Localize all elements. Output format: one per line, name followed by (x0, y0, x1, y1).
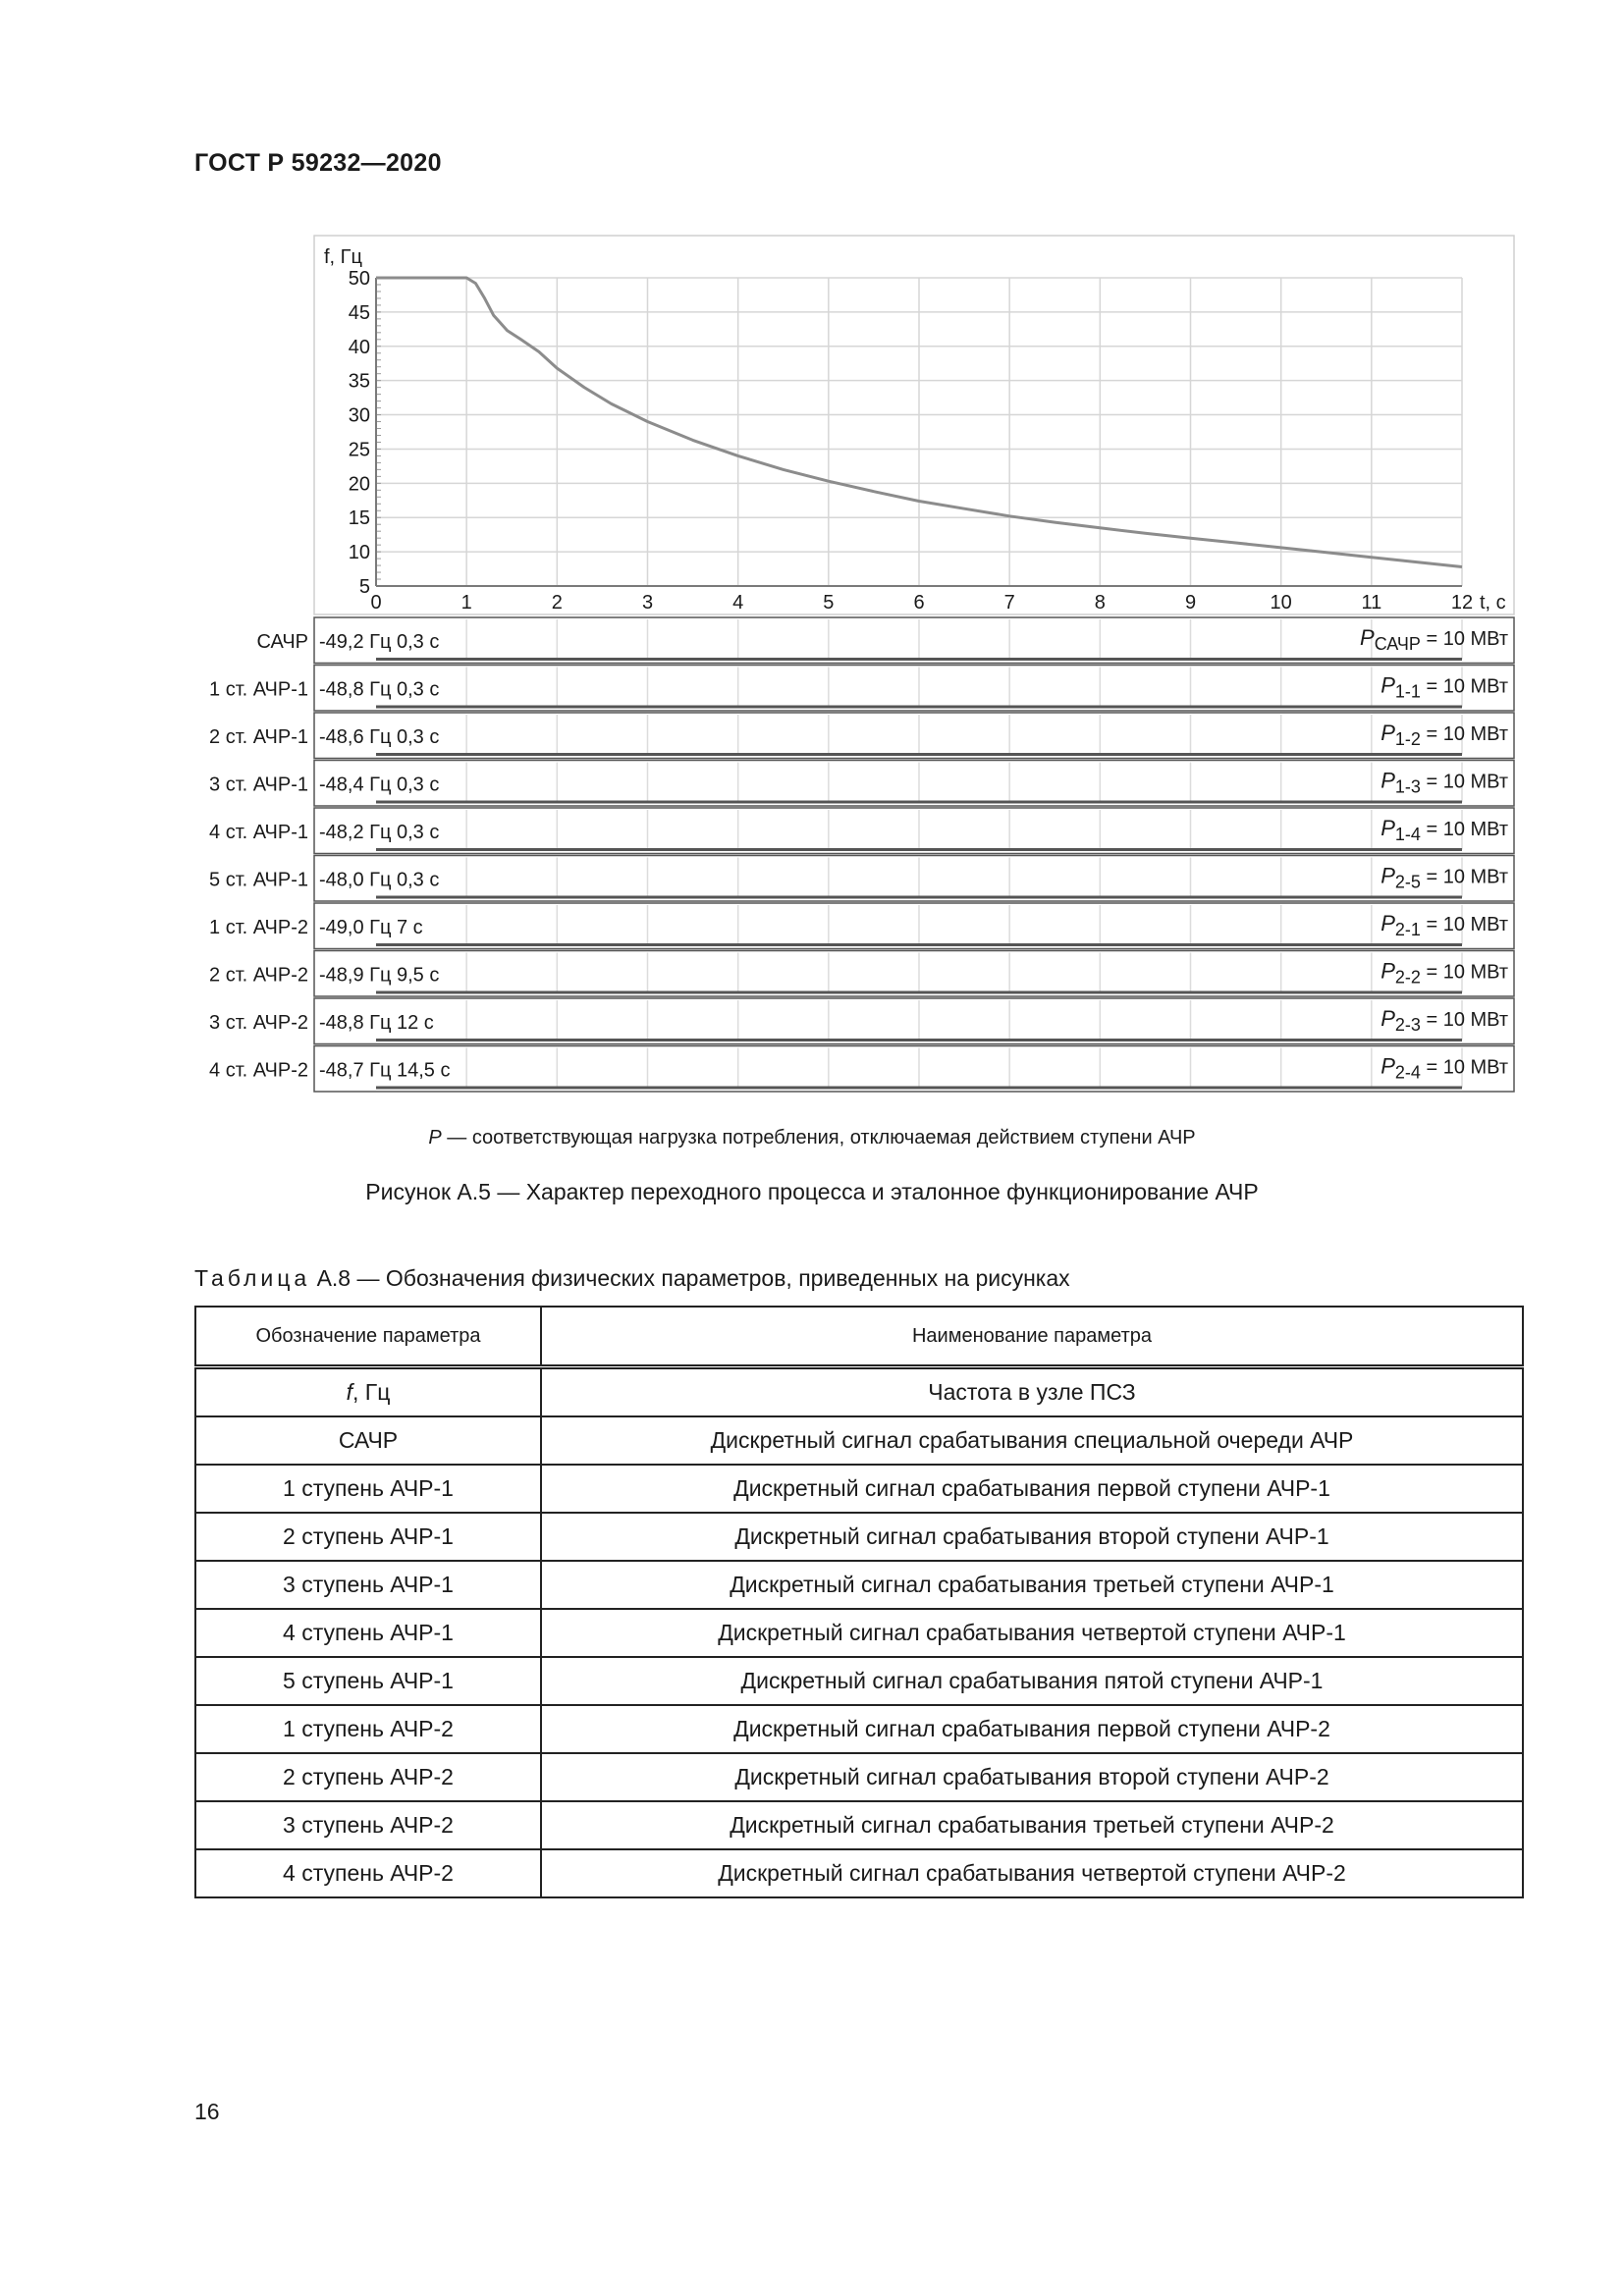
load-symbol: P (1380, 1006, 1395, 1031)
x-axis-label: t, с (1480, 592, 1506, 614)
y-tick-label: 15 (348, 507, 370, 530)
load-symbol: P (1380, 863, 1395, 888)
x-tick-label: 10 (1270, 592, 1292, 614)
step-load-label (1380, 673, 1508, 702)
load-subscript: 1-4 (1394, 825, 1421, 845)
step-row-frame (314, 903, 1514, 949)
x-tick-label: 9 (1184, 592, 1197, 614)
x-tick-label: 7 (1003, 592, 1015, 614)
parameter-symbol-text: САЧР (338, 1427, 399, 1453)
parameter-symbol (195, 1367, 541, 1417)
parameter-name: Дискретный сигнал срабатывания второй ступени АЧР-1 (541, 1513, 1523, 1561)
table-row (195, 1513, 1523, 1561)
figure-legend (0, 1127, 1624, 1149)
step-name: 1 ст. АЧР-2 (209, 917, 308, 938)
step-name: 1 ст. АЧР-1 (209, 678, 308, 701)
step-name: 3 ст. АЧР-2 (209, 1012, 308, 1034)
figure-caption: Рисунок А.5 — Характер переходного процесса и эталонное функционирование АЧР (365, 1179, 1259, 1204)
load-value: = 10 МВт (1420, 961, 1508, 984)
step-setting: -49,0 Гц 7 с (319, 917, 423, 938)
load-value: = 10 МВт (1420, 675, 1508, 698)
load-value: = 10 МВт (1420, 723, 1508, 745)
y-tick-label: 10 (348, 542, 370, 564)
step-setting: -48,6 Гц 0,3 с (319, 726, 440, 748)
parameter-symbol (195, 1849, 541, 1897)
x-tick-label: 5 (823, 592, 835, 614)
parameter-symbol (195, 1465, 541, 1513)
step-name: САЧР (256, 631, 308, 653)
step-name: 2 ст. АЧР-1 (209, 726, 308, 748)
load-symbol: P (1380, 958, 1395, 984)
column-header-symbol: Обозначение параметра (195, 1307, 541, 1367)
step-setting: -48,4 Гц 0,3 с (319, 774, 440, 796)
step-setting: -48,8 Гц 0,3 с (319, 678, 440, 701)
parameter-name: Дискретный сигнал срабатывания первой ступени АЧР-2 (541, 1705, 1523, 1753)
table-header-row (195, 1307, 1523, 1367)
x-tick-label: 0 (370, 592, 382, 614)
parameters-table (194, 1306, 1524, 1898)
table-row (195, 1367, 1523, 1417)
step-setting: -48,9 Гц 9,5 с (319, 964, 440, 987)
parameter-name: Дискретный сигнал срабатывания четвертой ступени АЧР-2 (541, 1849, 1523, 1897)
load-subscript: 2-4 (1394, 1062, 1421, 1083)
load-symbol: P (1380, 721, 1395, 745)
load-value: = 10 МВт (1420, 771, 1508, 793)
parameter-symbol (195, 1753, 541, 1801)
table-row (195, 1609, 1523, 1657)
y-axis-label: f, Гц (324, 246, 362, 268)
chart-frame (314, 236, 1514, 614)
load-symbol: P (1380, 672, 1395, 698)
x-tick-label: 6 (913, 592, 925, 614)
load-subscript: 2-3 (1394, 1015, 1421, 1036)
table-row (195, 1465, 1523, 1513)
parameter-symbol-text: 1 ступень АЧР-1 (283, 1475, 454, 1501)
legend-symbol: P (428, 1127, 442, 1148)
table-row (195, 1801, 1523, 1849)
load-symbol: P (1360, 625, 1375, 650)
step-row-frame (314, 856, 1514, 902)
figure-a5 (0, 0, 1624, 1099)
step-load-label (1380, 1006, 1508, 1035)
load-subscript: 1-1 (1394, 681, 1421, 702)
step-row-frame (314, 998, 1514, 1044)
table-title (194, 1265, 1070, 1292)
step-setting: -48,0 Гц 0,3 с (319, 869, 440, 891)
load-value: = 10 МВт (1420, 819, 1508, 840)
step-setting: -48,7 Гц 14,5 с (319, 1059, 451, 1082)
parameter-name: Дискретный сигнал срабатывания пятой ступени АЧР-1 (541, 1657, 1523, 1705)
legend-text: — соответствующая нагрузка потребления, отключаемая действием ступени АЧР (441, 1127, 1196, 1148)
y-tick-label: 45 (348, 301, 370, 324)
step-setting: -48,2 Гц 0,3 с (319, 822, 440, 843)
parameter-name: Дискретный сигнал срабатывания второй ступени АЧР-2 (541, 1753, 1523, 1801)
x-tick-label: 1 (460, 592, 472, 614)
load-subscript: САЧР (1374, 634, 1421, 655)
table-row (195, 1657, 1523, 1705)
document-header: ГОСТ Р 59232—2020 (194, 149, 442, 177)
step-row-frame (314, 666, 1514, 712)
parameter-symbol (195, 1705, 541, 1753)
x-tick-label: 8 (1094, 592, 1106, 614)
parameter-symbol-text: 2 ступень АЧР-2 (283, 1764, 454, 1789)
parameter-name: Дискретный сигнал срабатывания четвертой ступени АЧР-1 (541, 1609, 1523, 1657)
load-value: = 10 МВт (1420, 1056, 1508, 1079)
parameter-name: Частота в узле ПСЗ (541, 1367, 1523, 1417)
step-name: 5 ст. АЧР-1 (209, 869, 308, 891)
load-value: = 10 МВт (1420, 914, 1508, 935)
step-row-frame (314, 951, 1514, 997)
step-row-frame (314, 761, 1514, 807)
parameter-symbol-text: 2 ступень АЧР-1 (283, 1523, 454, 1549)
parameter-name: Дискретный сигнал срабатывания третьей ступени АЧР-1 (541, 1561, 1523, 1609)
step-row-frame (314, 617, 1514, 664)
parameter-symbol-text: 1 ступень АЧР-2 (283, 1716, 454, 1741)
column-header-name: Наименование параметра (541, 1307, 1523, 1367)
y-tick-label: 50 (348, 268, 370, 290)
step-row-frame (314, 713, 1514, 759)
parameter-symbol-text: 3 ступень АЧР-1 (283, 1572, 454, 1597)
step-row-frame (314, 1046, 1514, 1093)
table-row (195, 1753, 1523, 1801)
y-tick-label: 30 (348, 404, 370, 427)
step-load-label (1380, 769, 1508, 797)
step-name: 4 ст. АЧР-2 (209, 1059, 308, 1082)
parameter-symbol-text: 3 ступень АЧР-2 (283, 1812, 454, 1838)
table-row (195, 1561, 1523, 1609)
parameter-symbol-italic: f (346, 1379, 352, 1405)
parameter-name: Дискретный сигнал срабатывания первой ступени АЧР-1 (541, 1465, 1523, 1513)
step-load-label (1380, 721, 1508, 749)
y-tick-label: 40 (348, 336, 370, 358)
step-load-label (1380, 1054, 1508, 1083)
x-tick-label: 3 (641, 592, 654, 614)
load-subscript: 2-1 (1394, 920, 1421, 940)
table-row (195, 1705, 1523, 1753)
parameter-name: Дискретный сигнал срабатывания третьей ступени АЧР-2 (541, 1801, 1523, 1849)
load-value: = 10 МВт (1420, 866, 1508, 888)
step-row-frame (314, 808, 1514, 854)
y-tick-label: 35 (348, 370, 370, 393)
parameter-symbol (195, 1657, 541, 1705)
load-symbol: P (1380, 1053, 1395, 1079)
step-name: 2 ст. АЧР-2 (209, 964, 308, 987)
step-load-label (1360, 625, 1508, 654)
parameter-name: Дискретный сигнал срабатывания специальной очереди АЧР (541, 1416, 1523, 1465)
step-load-label (1380, 959, 1508, 988)
parameter-symbol (195, 1609, 541, 1657)
parameter-symbol-text: , Гц (352, 1379, 391, 1405)
load-subscript: 2-2 (1394, 967, 1421, 988)
load-value: = 10 МВт (1420, 1009, 1508, 1031)
load-value: = 10 МВт (1420, 628, 1508, 650)
load-subscript: 2-5 (1394, 872, 1421, 892)
page-number: 16 (194, 2099, 220, 2124)
table-row (195, 1416, 1523, 1465)
parameter-symbol-text: 5 ступень АЧР-1 (283, 1668, 454, 1693)
load-subscript: 1-2 (1394, 729, 1421, 750)
table-row (195, 1849, 1523, 1897)
step-load-label (1380, 864, 1508, 892)
x-tick-label: 4 (732, 592, 744, 614)
step-load-label (1380, 816, 1508, 844)
step-name: 3 ст. АЧР-1 (209, 774, 308, 796)
x-tick-label: 11 (1361, 592, 1382, 614)
y-tick-label: 25 (348, 439, 370, 461)
x-tick-label: 2 (551, 592, 563, 614)
x-tick-label: 12 (1450, 592, 1474, 614)
load-subscript: 1-3 (1394, 776, 1421, 797)
step-setting: -48,8 Гц 12 с (319, 1012, 434, 1034)
parameter-symbol (195, 1801, 541, 1849)
step-name: 4 ст. АЧР-1 (209, 822, 308, 843)
load-symbol: P (1380, 816, 1395, 840)
parameter-symbol (195, 1561, 541, 1609)
table-title-label: Таблица (194, 1265, 311, 1291)
parameter-symbol (195, 1416, 541, 1465)
step-setting: -49,2 Гц 0,3 с (319, 631, 440, 653)
y-tick-label: 20 (348, 473, 370, 496)
table-title-text: А.8 — Обозначения физических параметров, приведенных на рисунках (310, 1265, 1070, 1291)
load-symbol: P (1380, 768, 1395, 793)
load-symbol: P (1380, 911, 1395, 935)
parameter-symbol-text: 4 ступень АЧР-2 (283, 1860, 454, 1886)
step-load-label (1380, 911, 1508, 939)
parameter-symbol (195, 1513, 541, 1561)
parameter-symbol-text: 4 ступень АЧР-1 (283, 1620, 454, 1645)
y-tick-label: 5 (358, 576, 370, 598)
